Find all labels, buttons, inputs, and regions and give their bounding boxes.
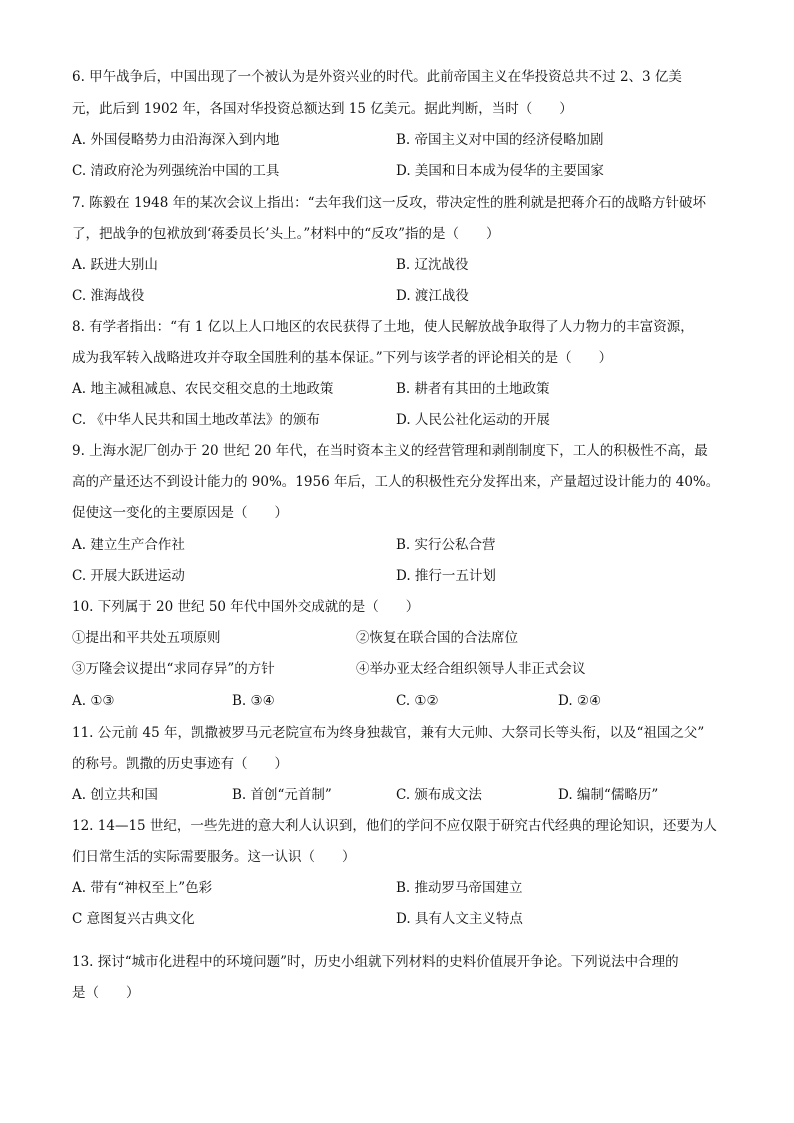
q9-option-d[interactable]: D. 推行一五计划 bbox=[396, 568, 496, 584]
q7-option-d[interactable]: D. 渡江战役 bbox=[396, 288, 469, 304]
q11-option-a[interactable]: A. 创立共和国 bbox=[72, 787, 158, 803]
q8-option-d[interactable]: D. 人民公社化运动的开展 bbox=[396, 412, 550, 428]
q12-stem-line1: 12. 14—15 世纪，一些先进的意大利人认识到，他们的学问不应仅限于研究古代经典的理论知识，还要为人 bbox=[72, 818, 717, 834]
q10-statement-3: ③万隆会议提出“求同存异”的方针 bbox=[72, 661, 275, 677]
q12-option-a[interactable]: A. 带有“神权至上”色彩 bbox=[72, 880, 213, 896]
q10-option-a[interactable]: A. ①③ bbox=[72, 693, 115, 709]
q11-stem-line1: 11. 公元前 45 年，凯撒被罗马元老院宣布为终身独裁官，兼有大元帅、大祭司长等头衔，以及“祖国之父” bbox=[72, 725, 705, 741]
q12-option-c[interactable]: C 意图复兴古典文化 bbox=[72, 911, 195, 927]
q8-stem-line2: 成为我军转入战略进攻并夺取全国胜利的基本保证。”下列与该学者的评论相关的是（ ） bbox=[72, 350, 613, 366]
q6-option-c[interactable]: C. 清政府沦为列强统治中国的工具 bbox=[72, 163, 280, 179]
q13-stem-line2: 是（ ） bbox=[72, 985, 140, 1001]
q9-option-c[interactable]: C. 开展大跃进运动 bbox=[72, 568, 185, 584]
q10-statement-4: ④举办亚太经合组织领导人非正式会议 bbox=[356, 661, 586, 677]
q6-stem-line1: 6. 甲午战争后，中国出现了一个被认为是外资兴业的时代。此前帝国主义在华投资总共不过 2、3 亿美 bbox=[72, 69, 682, 85]
q6-option-b[interactable]: B. 帝国主义对中国的经济侵略加剧 bbox=[396, 132, 604, 148]
q9-option-b[interactable]: B. 实行公私合营 bbox=[396, 537, 496, 553]
q7-option-a[interactable]: A. 跃进大别山 bbox=[72, 257, 158, 273]
q7-stem-line2: 了，把战争的包袱放到‘蒋委员长’头上。”材料中的“反攻”指的是（ ） bbox=[72, 226, 500, 242]
q11-option-c[interactable]: C. 颁布成文法 bbox=[396, 787, 482, 803]
q12-option-d[interactable]: D. 具有人文主义特点 bbox=[396, 911, 523, 927]
q12-stem-line2: 们日常生活的实际需要服务。这一认识（ ） bbox=[72, 849, 356, 865]
q10-statement-1: ①提出和平共处五项原则 bbox=[72, 630, 221, 646]
q13-stem-line1: 13. 探讨“城市化进程中的环境问题”时，历史小组就下列材料的史料价值展开争论。下列说法中合理的 bbox=[72, 954, 679, 970]
q6-option-a[interactable]: A. 外国侵略势力由沿海深入到内地 bbox=[72, 132, 280, 148]
q8-option-b[interactable]: B. 耕者有其田的土地政策 bbox=[396, 381, 550, 397]
q9-stem-line2: 高的产量还达不到设计能力的 90%。1956 年后，工人的积极性充分发挥出来，产量超过设计能力的 40%。 bbox=[72, 474, 720, 490]
q10-stem-line1: 10. 下列属于 20 世纪 50 年代中国外交成就的是（ ） bbox=[72, 599, 420, 615]
q11-stem-line2: 的称号。凯撒的历史事迹有（ ） bbox=[72, 756, 288, 772]
q10-statement-2: ②恢复在联合国的合法席位 bbox=[356, 630, 518, 646]
q8-stem-line1: 8. 有学者指出：“有 1 亿以上人口地区的农民获得了土地，使人民解放战争取得了人力物力的丰富资源， bbox=[72, 319, 694, 335]
q6-stem-line2: 元，此后到 1902 年，各国对华投资总额达到 15 亿美元。据此判断，当时（ ） bbox=[72, 101, 573, 117]
q8-option-a[interactable]: A. 地主减租减息、农民交租交息的土地政策 bbox=[72, 381, 334, 397]
q6-option-d[interactable]: D. 美国和日本成为侵华的主要国家 bbox=[396, 163, 604, 179]
q12-option-b[interactable]: B. 推动罗马帝国建立 bbox=[396, 880, 523, 896]
q11-option-d[interactable]: D. 编制“儒略历” bbox=[558, 787, 659, 803]
q7-option-c[interactable]: C. 淮海战役 bbox=[72, 288, 145, 304]
q7-option-b[interactable]: B. 辽沈战役 bbox=[396, 257, 469, 273]
q8-option-c[interactable]: C. 《中华人民共和国土地改革法》的颁布 bbox=[72, 412, 320, 428]
q9-stem-line1: 9. 上海水泥厂创办于 20 世纪 20 年代，在当时资本主义的经营管理和剥削制度下，工人的积极性不高，最 bbox=[72, 443, 708, 459]
q10-option-d[interactable]: D. ②④ bbox=[558, 693, 602, 709]
q9-option-a[interactable]: A. 建立生产合作社 bbox=[72, 537, 185, 553]
q9-stem-line3: 促使这一变化的主要原因是（ ） bbox=[72, 505, 288, 521]
q10-option-c[interactable]: C. ①② bbox=[396, 693, 439, 709]
q10-option-b[interactable]: B. ③④ bbox=[232, 693, 275, 709]
q11-option-b[interactable]: B. 首创“元首制” bbox=[232, 787, 332, 803]
q7-stem-line1: 7. 陈毅在 1948 年的某次会议上指出：“去年我们这一反攻，带决定性的胜利就是把蒋介石的战略方针破坏 bbox=[72, 195, 707, 211]
